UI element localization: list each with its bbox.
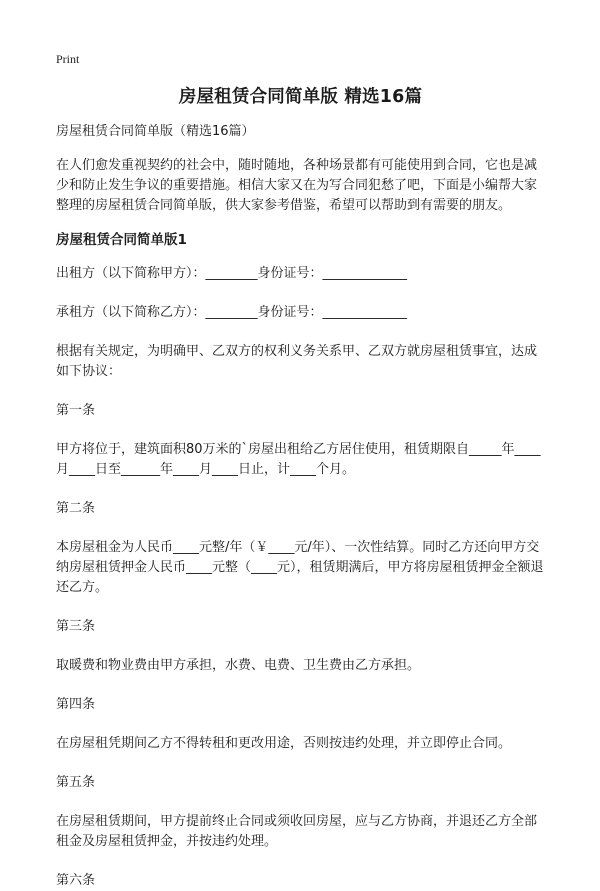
article-heading: 第六条	[56, 873, 96, 888]
print-link[interactable]: Print	[56, 52, 80, 66]
lessee-line: 承租方（以下简称乙方）：________身份证号：_____________	[56, 305, 408, 320]
document-title: 房屋租赁合同简单版 精选16篇	[178, 87, 423, 107]
agreement-paragraph: 根据有关规定，为明确甲、乙双方的权利义务关系甲、乙双方就房屋租赁事宜，达成如下协议：	[56, 344, 538, 379]
section-title: 房屋租赁合同简单版1	[56, 232, 187, 248]
article-heading: 第一条	[56, 403, 96, 418]
document-subtitle: 房屋租赁合同简单版（精选16篇）	[56, 124, 255, 139]
lessor-line: 出租方（以下简称甲方）：________身份证号：_____________	[56, 266, 408, 281]
article-text: 本房屋租金为人民币____元整/年（￥____元/年）、一次性结算。同时乙方还向甲方交纳房屋租赁押金人民币____元整（____元），租赁期满后，甲方将房屋租赁押金全额退还乙方。	[56, 540, 544, 595]
article-heading: 第四条	[56, 697, 96, 712]
article-text: 取暖费和物业费由甲方承担，水费、电费、卫生费由乙方承担。	[56, 658, 421, 673]
article-text: 在房屋租赁期间，甲方提前终止合同或须收回房屋，应与乙方协商，并退还乙方全部租金及房屋租赁押金，并按违约处理。	[56, 814, 538, 849]
article-heading: 第二条	[56, 501, 96, 516]
article-text: 甲方将位于，建筑面积80万米的`房屋出租给乙方居住使用，租赁期限自_____年____月____日至______年____月____日止，计____个月。	[56, 442, 541, 477]
article-text: 在房屋租凭期间乙方不得转租和更改用途，否则按违约处理，并立即停止合同。	[56, 736, 512, 751]
article-heading: 第五条	[56, 775, 96, 790]
intro-paragraph: 在人们愈发重视契约的社会中，随时随地，各种场景都有可能使用到合同，它也是减少和防止发生争议的重要措施。相信大家又在为写合同犯愁了吧，下面是小编帮大家整理的房屋租赁合同简单版，供大家参考借鉴，希望可以帮助到有需要的朋友。	[56, 158, 538, 213]
article-heading: 第三条	[56, 619, 96, 634]
